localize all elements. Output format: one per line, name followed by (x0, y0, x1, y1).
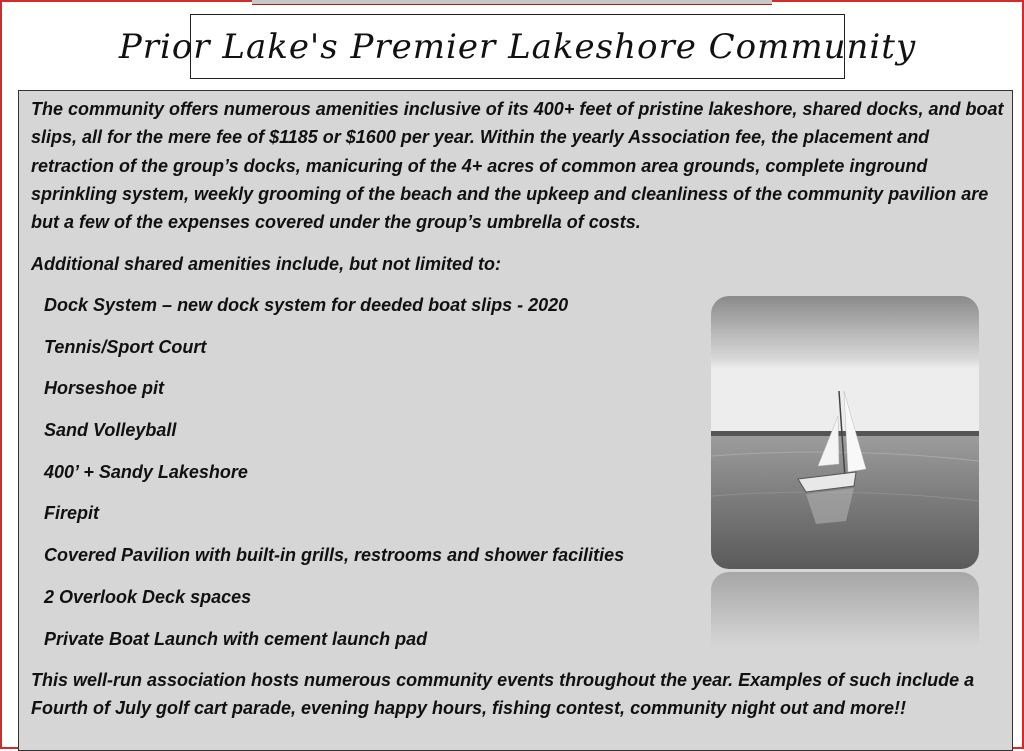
amenities-heading: Additional shared amenities include, but not limited to: (31, 254, 502, 274)
page-title: Prior Lake's Premier Lakeshore Community (118, 26, 917, 67)
amenity-item: 2 Overlook Deck spaces (44, 586, 252, 607)
amenity-item: Covered Pavilion with built-in grills, restrooms and shower facilities (44, 545, 625, 566)
sailboat-photo (711, 296, 979, 569)
amenities-list (44, 291, 624, 666)
amenity-item: Tennis/Sport Court (44, 336, 207, 357)
title-banner (118, 14, 917, 79)
amenity-item: Private Boat Launch with cement launch pad (44, 628, 428, 649)
amenity-item: Sand Volleyball (44, 420, 177, 441)
closing-paragraph: This well-run association hosts numerous community events throughout the year. Examples of such include a Fourth of July golf cart parade, evening happy hours, fishing contest, community night out and more!! (31, 670, 975, 719)
photo-reflection (711, 572, 979, 647)
amenity-item: Horseshoe pit (44, 378, 165, 399)
intro-paragraph: The community offers numerous amenities inclusive of its 400+ feet of pristine lakeshore, shared docks, and boat slips, all for the mere fee of $1185 or $1600 per year. Within the yearly Association fee, the placement and retraction of the group’s docks, manicuring of the 4+ acres of common area grounds, complete inground sprinkling system, weekly grooming of the beach and the upkeep and cleanliness of the community pavilion are but a few of the expenses covered under the group’s umbrella of costs. (31, 99, 1004, 233)
top-decorative-strip (252, 0, 772, 5)
amenity-item: 400’ + Sandy Lakeshore (44, 461, 248, 482)
amenity-item: Firepit (44, 503, 100, 524)
amenity-item: Dock System – new dock system for deeded boat slips - 2020 (44, 295, 569, 315)
content-panel (18, 90, 1013, 751)
